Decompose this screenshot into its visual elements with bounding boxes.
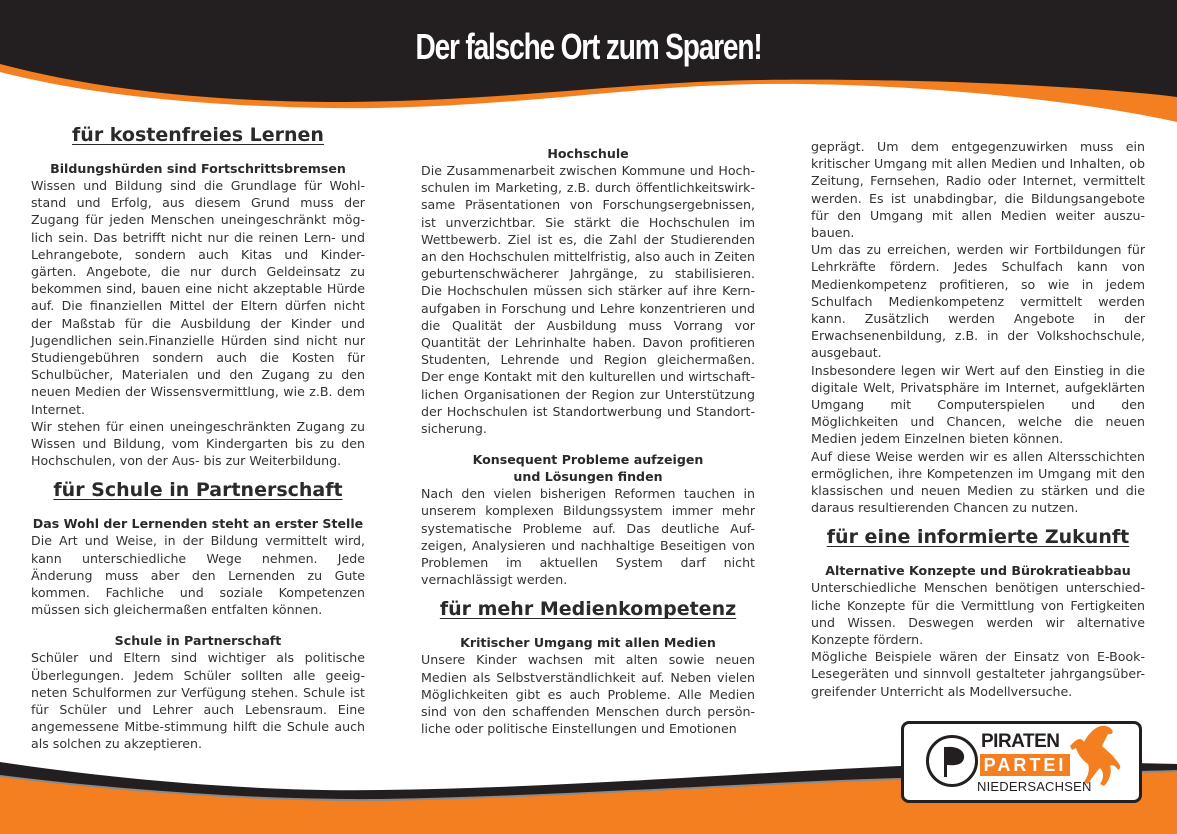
section-heading-medienkompetenz: für mehr Medienkompetenz bbox=[439, 598, 737, 621]
subheading-probleme-line1: Konsequent Probleme aufzeigen bbox=[472, 452, 704, 468]
pirate-flag-icon bbox=[926, 735, 978, 787]
paragraph: Unterschiedliche Menschen benötigen unterschied-liche Konzepte für die Vermittlung von Fertigkeiten und Wissen. Deswegen werden wir alternative Konzepte fördern. bbox=[811, 580, 1145, 648]
subheading-hochschule: Hochschule bbox=[547, 146, 629, 161]
column-2 bbox=[421, 138, 755, 737]
subheading-kritischer-umgang: Kritischer Umgang mit allen Medien bbox=[460, 635, 716, 651]
paragraph: geprägt. Um dem entgegenzuwirken muss ein kritischer Umgang mit allen Medien und Inhalten, ob Zeitung, Fernsehen, Radio oder Internet, vermittelt werden. Es ist unabdingbar, die Bildungsangebote für den Umgang mit allen Medien weiter auszu-bauen. bbox=[811, 139, 1145, 241]
column-3 bbox=[811, 138, 1145, 700]
section-heading-schule-partnerschaft: für Schule in Partnerschaft bbox=[53, 479, 343, 502]
paragraph: Um das zu erreichen, werden wir Fortbildungen für Lehrkräfte fördern. Jedes Schulfach kann von Medienkompetenz profitieren, so wie in jedem Schulfach Medienkompetenz vermittelt werden kann. Zusätzlich werden Angebote in der Erwachsenenbildung, z.B. in der Volkshochschule, ausgebaut. bbox=[811, 242, 1145, 361]
subheading-alternative-konzepte: Alternative Konzepte und Bürokratieabbau bbox=[825, 563, 1131, 579]
section-heading-informierte-zukunft: für eine informierte Zukunft bbox=[826, 526, 1130, 549]
logo-text-partei: PARTEI bbox=[980, 754, 1070, 776]
paragraph: Auf diese Weise werden wir es allen Altersschichten ermöglichen, ihre Kompetenzen im Umgang mit den klassischen und neuen Medien zu stärken und die daraus resultierenden Chancen zu nutzen. bbox=[811, 448, 1145, 516]
paragraph: Insbesondere legen wir Wert auf den Einstieg in die digitale Welt, Privatsphäre im Internet, aufgeklärten Umgang mit Computerspielen und den Möglichkeiten und Chancen, welche die neuen Medien jedem Einzelnen bieten können. bbox=[811, 362, 1145, 447]
rearing-horse-icon bbox=[1066, 724, 1124, 790]
paragraph: Die Zusammenarbeit zwischen Kommune und Hoch-schulen im Marketing, z.B. durch öffentlichkeitswirk-same Präsentationen von Forschungsergebnissen, ist unverzichtbar. Sie stärkt die Hochschulen im Wettbewerb. Ziel ist es, die Zahl der Studierenden an den Hochschulen mittelfristig, also auch in Zeiten geburtenschwächerer Jahrgänge, zu stabilisieren. Die Hochschulen müssen sich stärker auf ihre Kern-aufgaben in Forschung und Lehre konzentrieren und die Qualität der Ausbildung muss Vorrang vor Quantität der Lehrinhalte haben. Davon profitieren Studenten, Lehrende und Region gleichermaßen. Der enge Kontakt mit den kulturellen und wirtschaft-lichen Organisationen der Region zur Unterstützung der Hochschulen ist Standortwerbung und Standort-sicherung. bbox=[421, 163, 755, 437]
logo-text-region: NIEDERSACHSEN bbox=[977, 779, 1092, 794]
subheading-probleme-line2: und Lösungen finden bbox=[513, 469, 663, 485]
subheading-schule-in-partnerschaft: Schule in Partnerschaft bbox=[114, 633, 282, 649]
paragraph: Wir stehen für einen uneingeschränkten Zugang zu Wissen und Bildung, vom Kindergarten bis zu den Hochschulen, von der Aus- bis zur Weiterbildung. bbox=[31, 418, 365, 469]
column-1 bbox=[31, 118, 365, 753]
subheading-bildungshuerden: Bildungshürden sind Fortschrittsbremsen bbox=[50, 161, 346, 176]
subheading-wohl-der-lernenden: Das Wohl der Lernenden steht an erster Stelle bbox=[32, 516, 364, 532]
page-title: Der falsche Ort zum Sparen! bbox=[415, 26, 762, 67]
paragraph: Die Art und Weise, in der Bildung vermittelt wird, kann unterschiedliche Wege nehmen. Jede Änderung muss aber den Lernenden zu Gute kommen. Fachliche und soziale Kompetenzen müssen sich gleichermaßen entfalten können. bbox=[31, 533, 365, 618]
logo-text-piraten: PIRATEN bbox=[981, 731, 1060, 752]
paragraph: Schüler und Eltern sind wichtiger als politische Überlegungen. Jedem Schüler sollten alle geeig-neten Schulformen zur Verfügung stehen. Schule ist für Schüler und Lehrer auch Lebensraum. Eine angemessene Mitbe-stimmung hilft die Schule auch als solchen zu akzeptieren. bbox=[31, 650, 365, 752]
paragraph: Nach den vielen bisherigen Reformen tauchen in unserem komplexen Bildungssystem immer mehr systematische Probleme auf. Das deutliche Auf-zeigen, Analysieren und nachhaltige Beseitigen von Problemen im aktuellen System darf nicht vernachlässigt werden. bbox=[421, 486, 755, 588]
paragraph: Unsere Kinder wachsen mit alten sowie neuen Medien als Selbstverständlichkeit auf. Neben vielen Möglichkeiten gibt es auch Probleme. Alle Medien sind von den schaffenden Menschen durch persön-liche oder politische Einstellungen und Emotionen bbox=[421, 652, 755, 737]
paragraph: Mögliche Beispiele wären der Einsatz von E-Book-Lesegeräten und sinnvoll gestalteter jahrgangsüber-greifender Unterricht als Modellversuche. bbox=[811, 649, 1145, 699]
paragraph: Wissen und Bildung sind die Grundlage für Wohl-stand und Erfolg, aus diesem Grund muss der Zugang für jeden Menschen uneingeschränkt mög-lich sein. Das betrifft nicht nur die reinen Lern- und Lehrangebote, sondern auch Kitas und Kinder-gärten. Angebote, die nur durch Geldeinsatz zu bekommen sind, bauen eine nicht akzeptable Hürde auf. Die finanziellen Mittel der Eltern dürfen nicht der Maßstab für die Ausbildung der Kinder und Jugendlichen sein.Finanzielle Hürden sind nicht nur Studiengebühren sondern auch die Kosten für Schulbücher, Materialen und den Zugang zu den neuen Medien der Wissensvermittlung, wie z.B. dem Internet. bbox=[31, 178, 365, 417]
piratenpartei-logo bbox=[901, 721, 1142, 803]
section-heading-kostenfreies-lernen: für kostenfreies Lernen bbox=[72, 124, 324, 146]
